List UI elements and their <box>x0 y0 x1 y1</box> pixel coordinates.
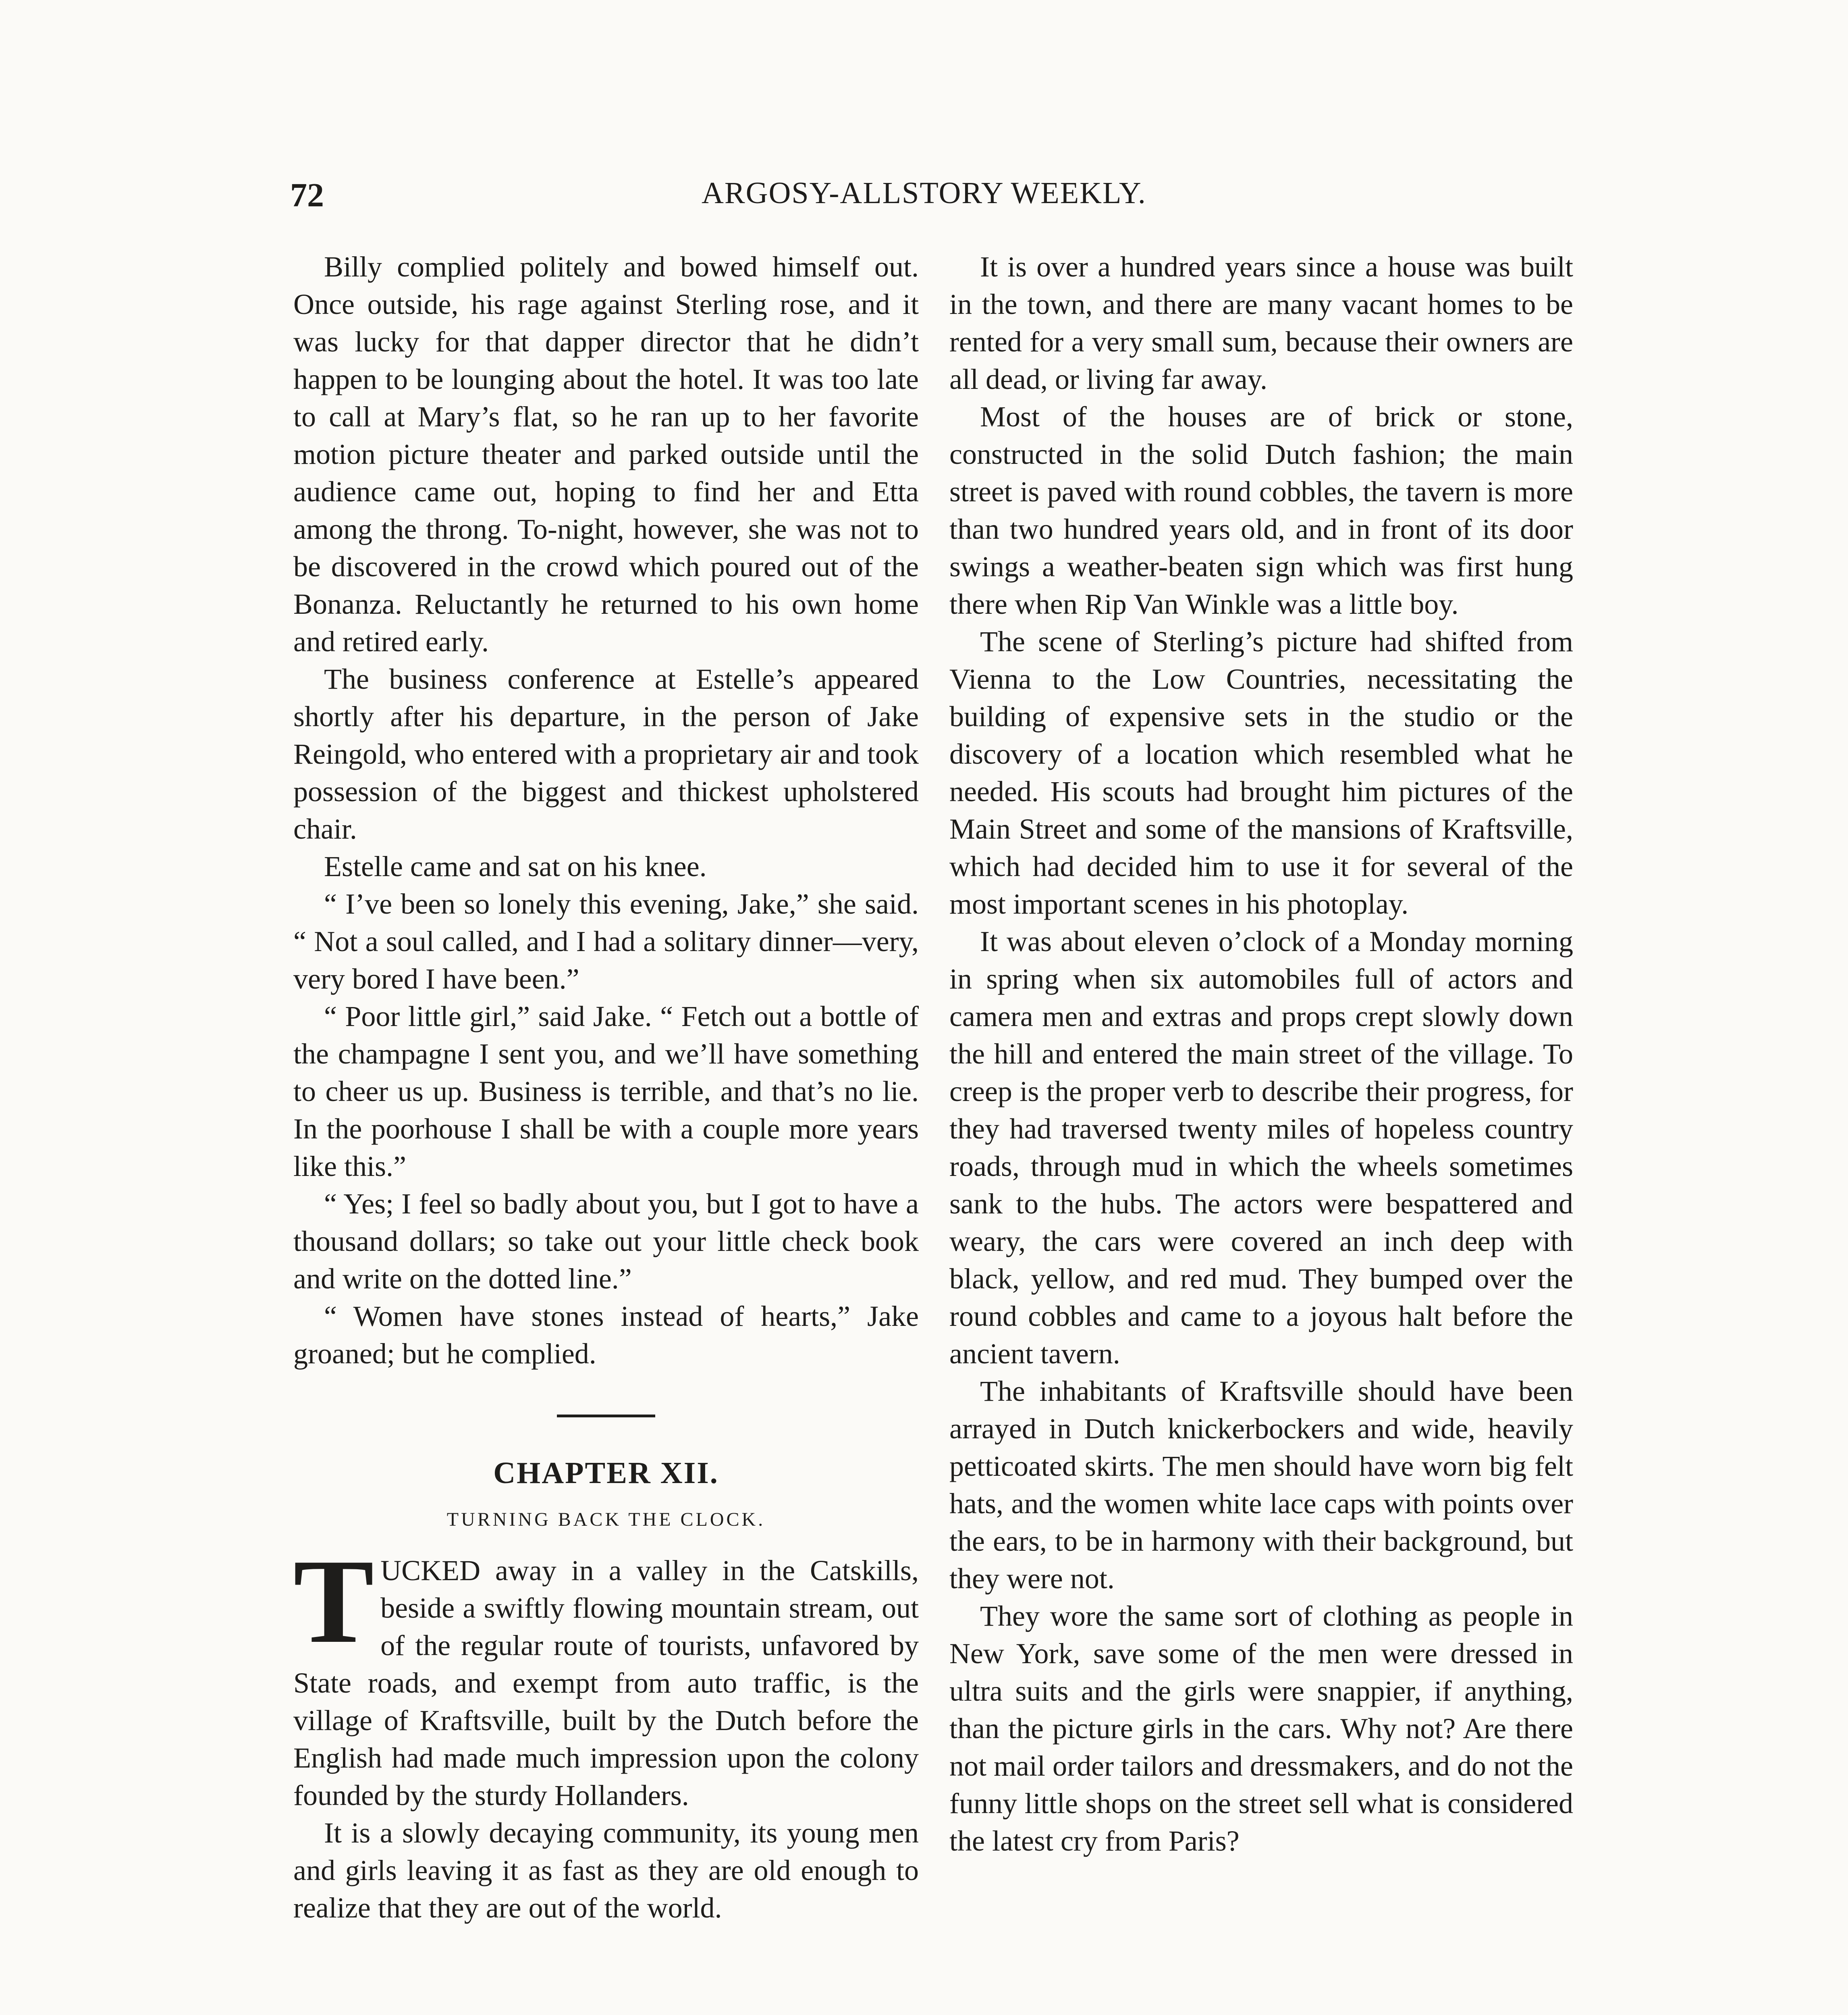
paragraph: “ Poor little girl,” said Jake. “ Fetch out a bottle of the champagne I sent you, and we’ll have something to cheer us up. Business is terrible, and that’s no lie. In the poorhouse I shall be with a couple more years like this.” <box>293 1000 919 1182</box>
paragraph: It was about eleven o’clock of a Monday morning in spring when six automobiles full of actors and camera men and extras and props crept slowly down the hill and entered the main street of the village. To creep is the proper verb to describe their progress, for they had traversed twenty miles of hopeless country roads, through mud in which the wheels sometimes sank to the hubs. The actors were bespattered and weary, the cars were covered an inch deep with black, yellow, and red mud. They bumped over the round cobbles and came to a joyous halt before the ancient tavern. <box>949 925 1573 1370</box>
running-title: ARGOSY-ALLSTORY WEEKLY. <box>702 176 1146 210</box>
paragraph: “ I’ve been so lonely this evening, Jake,” she said. “ Not a soul called, and I had a solitary dinner—very, very bored I have been.” <box>293 888 919 995</box>
chapter-title: CHAPTER XII. <box>493 1456 719 1490</box>
paragraph: “ Yes; I feel so badly about you, but I got to have a thousand dollars; so take out your little check book and write on the dotted line.” <box>293 1188 919 1295</box>
paragraph: They wore the same sort of clothing as people in New York, save some of the men were dressed in ultra suits and the girls were snappier, if anything, than the picture girls in the cars. Why not? Are there not mail order tailors and dressmakers, and do not the funny little shops on the street sell what is considered the latest cry from Paris? <box>949 1600 1573 1857</box>
paragraph: The inhabitants of Kraftsville should have been arrayed in Dutch knickerbockers and wide, heavily petticoated skirts. The men should have worn big felt hats, and the women white lace caps with points over the ears, to be in harmony with their background, but they were not. <box>949 1375 1573 1595</box>
paragraph: Most of the houses are of brick or stone, constructed in the solid Dutch fashion; the main street is paved with round cobbles, the tavern is more than two hundred years old, and in front of its door swings a weather-beaten sign which was first hung there when Rip Van Winkle was a little boy. <box>949 401 1573 620</box>
paragraph: “ Women have stones instead of hearts,” Jake groaned; but he complied. <box>293 1300 919 1370</box>
left-column <box>293 248 919 1927</box>
right-column <box>949 248 1573 1860</box>
paragraph: It is a slowly decaying community, its young men and girls leaving it as fast as they are old enough to realize that they are out of the world. <box>293 1817 919 1924</box>
opening-text: UCKED away in a valley in the Catskills, beside a swiftly flowing mountain stream, out of the regular route of tourists, unfavored by State roads, and exempt from auto traffic, is the village of Kraftsville, built by the Dutch before the English had made much impression upon the colony founded by the sturdy Hollanders. <box>293 1554 919 1811</box>
page-header <box>0 176 1848 224</box>
paragraph: It is over a hundred years since a house was built in the town, and there are many vacant homes to be rented for a very small sum, because their owners are all dead, or living far away. <box>949 251 1573 395</box>
paragraph: The business conference at Estelle’s appeared shortly after his departure, in the person of Jake Reingold, who entered with a proprietary air and took possession of the biggest and thickest upholstered chair. <box>293 663 919 845</box>
chapter-subtitle: TURNING BACK THE CLOCK. <box>446 1509 766 1530</box>
paragraph: Billy complied politely and bowed himself out. Once outside, his rage against Sterling rose, and it was lucky for that dapper director that he didn’t happen to be lounging about the hotel. It was too late to call at Mary’s flat, so he ran up to her favorite motion picture theater and parked outside until the audience came out, hoping to find her and Etta among the throng. To-night, however, she was not to be discovered in the crowd which poured out of the Bonanza. Reluctantly he returned to his own home and retired early. <box>293 251 919 658</box>
section-divider <box>557 1415 655 1417</box>
paragraph: The scene of Sterling’s picture had shifted from Vienna to the Low Countries, necessitating the building of expensive sets in the studio or the discovery of a location which resembled what he needed. His scouts had brought him pictures of the Main Street and some of the mansions of Kraftsville, which had decided him to use it for several of the most important scenes in his photoplay. <box>949 625 1573 920</box>
drop-cap: T <box>293 1534 374 1668</box>
paragraph: Estelle came and sat on his knee. <box>324 850 707 883</box>
chapter-opening-paragraph <box>293 1534 919 1814</box>
page-number: 72 <box>290 177 324 214</box>
